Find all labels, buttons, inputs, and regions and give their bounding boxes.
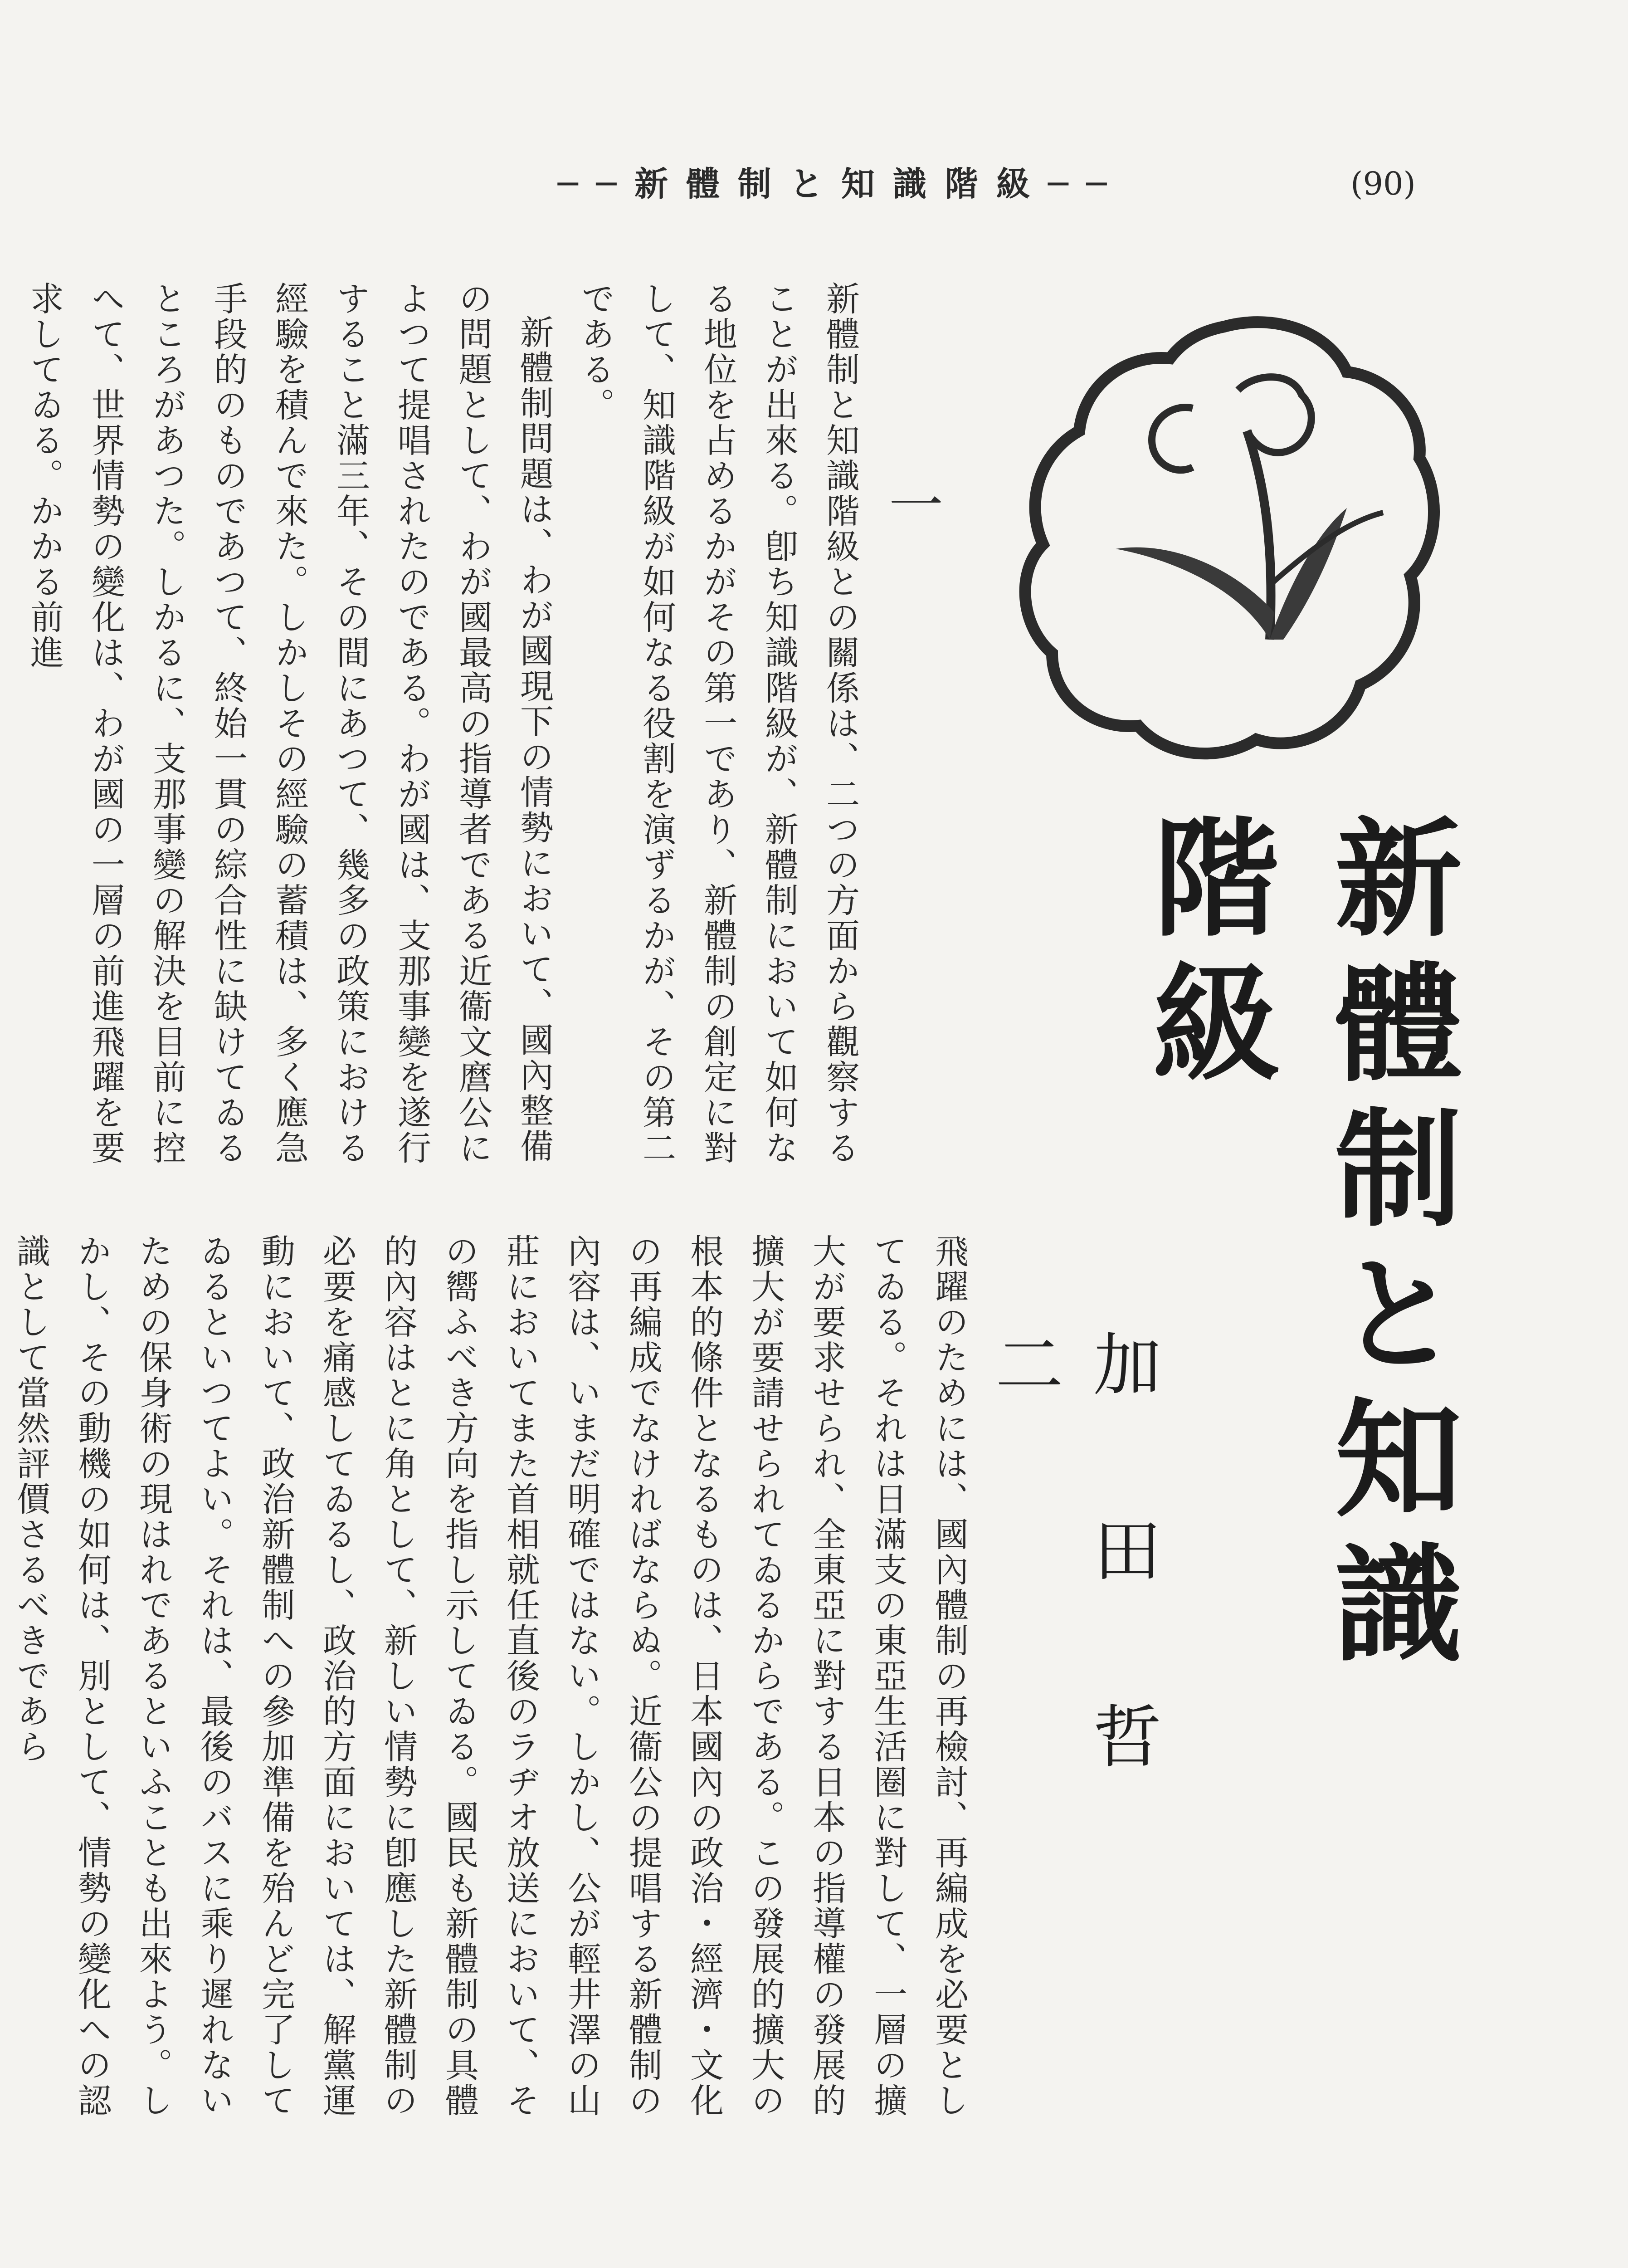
running-header: ──新體制と知識階級── (557, 165, 1125, 204)
orchid-flower-emblem-icon (1002, 295, 1447, 771)
article-title: 新體制と知識階級 (1131, 812, 1463, 1683)
paragraph: 新體制と知識階級との關係は、二つの方面から觀察することが出來る。卽ち知識階級が、新體制において如何なる地位を占めるかがその第一であり、新體制の創定に對して、知識階級が如何なる役割を演ずるかが、その第二である。 (576, 281, 860, 1166)
upper-text-block (25, 281, 871, 1188)
paragraph: 新體制問題は、わが國現下の情勢において、國內整備の問題として、わが國最高の指導者である近衞文麿公によつて提唱されたのである。わが國は、支那事變を遂行すること滿三年、その間にあつて、幾多の政策における經驗を積んで來た。しかしその經驗の蓄積は、多く應急手段的のものであつて、終始一貫の綜合性に缺けてゐるところがあつた。しかるに、支那事變の解決を目前に控へて、世界情勢の變化は、わが國の一層の前進飛躍を要求してゐる。かかる前進 (25, 281, 554, 1166)
paragraph: 飛躍のためには、國內體制の再檢討、再編成を必要としてゐる。それは日滿支の東亞生活圈に對して、一層の擴大が要求せられ、全東亞に對する日本の指導權の發展的擴大が要請せられてゐるからである。この發展的擴大の根本的條件となるものは、日本國內の政治・經濟・文化の再編成でなければならぬ。近衞公の提唱する新體制の內容は、いまだ明確ではない。しかし、公が輕井澤の山莊においてまた首相就任直後のラヂオ放送において、その嚮ふべき方向を指し示してゐる。國民も新體制の具體的內容はとに角として、新しい情勢に卽應した新體制の必要を痛感してゐるし、政治的方面においては、解黨運動において、政治新體制への參加準備を殆んど完了してゐるといつてよい。それは、最後のバスに乘り遲れないための保身術の現はれであるといふことも出來よう。しかし、その動機の如何は、別として、情勢の變化への認識として當然評價さるべきであら (11, 1234, 969, 2118)
author-name: 加田哲二 (984, 1329, 1160, 1887)
section-number: 一 (880, 476, 943, 531)
page-number: (90) (1350, 165, 1416, 202)
lower-text-block (11, 1234, 980, 2141)
